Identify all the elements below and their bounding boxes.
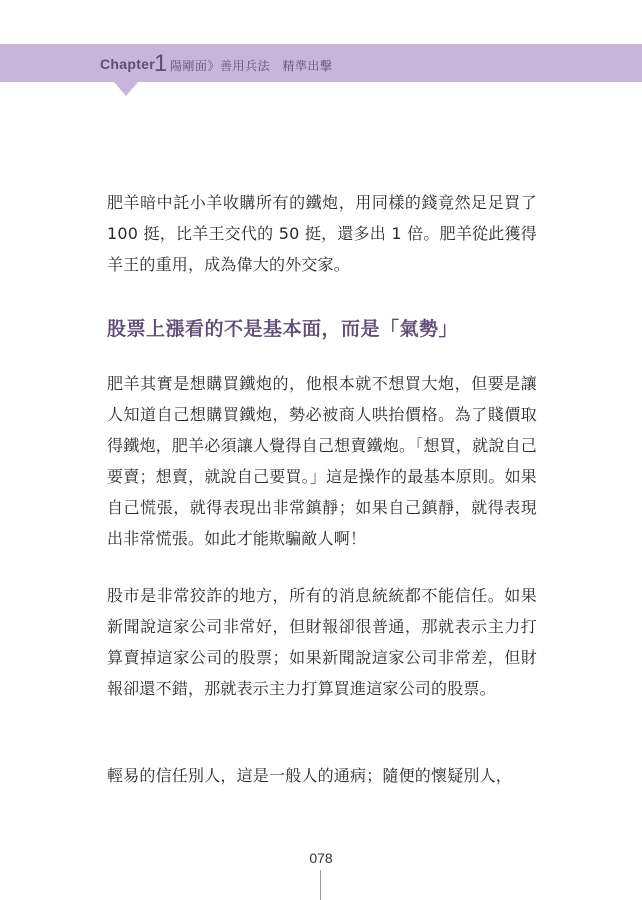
body-paragraph-3: 股市是非常狡詐的地方，所有的消息統統都不能信任。如果新聞說這家公司非常好，但財報卻很普通，那就表示主力打算賣掉這家公司的股票；如果新聞說這家公司非常差，但財報卻還不錯，那就表示主力打算買進這家公司的股票。	[107, 586, 537, 698]
body-paragraph-4: 輕易的信任別人，這是一般人的通病；隨便的懷疑別人，	[107, 766, 513, 785]
page-number-rule	[320, 870, 321, 900]
body-paragraph-2: 肥羊其實是想購買鐵炮的，他根本就不想買大炮，但要是讓人知道自己想購買鐵炮，勢必被商人哄抬價格。為了賤價取得鐵炮，肥羊必須讓人覺得自己想賣鐵炮。「想買，就說自己要賣；想賣，就說自己要買。」這是操作的最基本原則。如果自己慌張，就得表現出非常鎮靜；如果自己鎮靜，就得表現出非常慌張。如此才能欺騙敵人啊！	[107, 374, 537, 548]
chapter-number: 1	[154, 50, 168, 77]
section-heading: 股票上漲看的不是基本面，而是「氣勢」	[107, 318, 459, 340]
body-paragraph-1: 肥羊暗中託小羊收購所有的鐵炮，用同樣的錢竟然足足買了 100 挺，比羊王交代的 50 挺，還多出 1 倍。肥羊從此獲得羊王的重用，成為偉大的外交家。	[107, 193, 537, 274]
chapter-title: 陽剛面》善用兵法 精準出擊	[170, 59, 333, 73]
page-number: 078	[309, 850, 333, 866]
header-pointer-triangle	[114, 82, 138, 96]
chapter-label: Chapter	[100, 56, 155, 72]
